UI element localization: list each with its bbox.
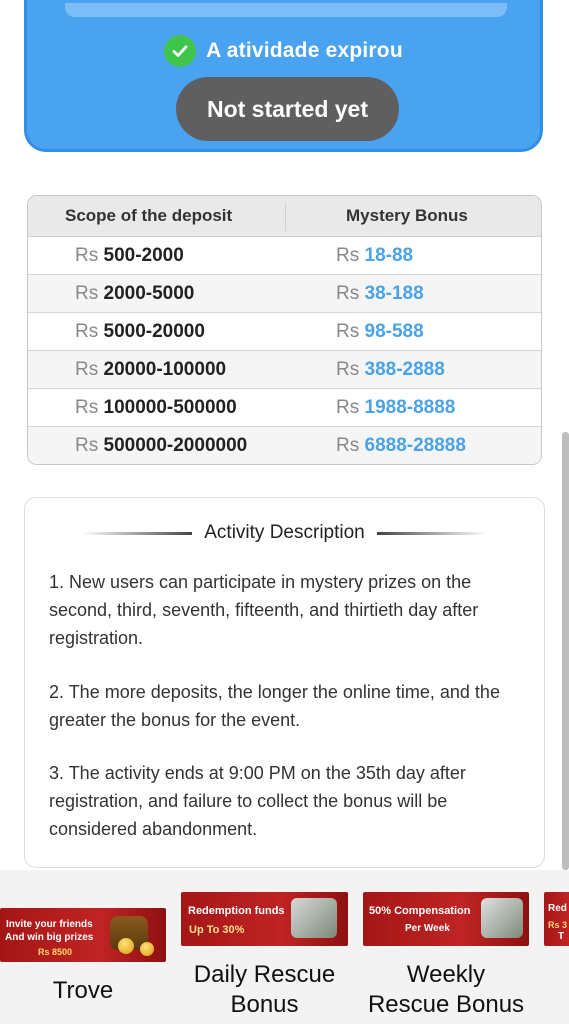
bonus-range: 6888-28888 — [364, 435, 466, 456]
currency-label: Rs — [336, 244, 360, 266]
deposit-range: 5000-20000 — [103, 320, 205, 342]
activity-description-card — [24, 497, 545, 868]
expired-text: A atividade expirou — [206, 39, 403, 62]
deposit-range: 500000-2000000 — [103, 435, 248, 456]
trove-banner[interactable] — [0, 908, 166, 962]
promo-weekly-rescue[interactable] — [363, 870, 533, 1024]
deposit-range: 500-2000 — [103, 244, 184, 266]
table-row — [28, 427, 541, 465]
currency-label: Rs — [75, 358, 99, 380]
bonus-range: 98-588 — [364, 320, 424, 342]
promo-label-trove[interactable]: Trove — [52, 977, 114, 1004]
banner-line: Invite your friends — [6, 919, 93, 930]
activity-status-card — [24, 0, 543, 152]
description-paragraph-1: 1. New users can participate in mystery prizes on the second, third, seventh, fifteenth, and thirtieth day after registration. — [49, 572, 479, 648]
currency-label: Rs — [336, 282, 360, 304]
currency-label: Rs — [336, 396, 360, 418]
banner-line: Per Week — [405, 923, 450, 934]
header-divider — [285, 203, 286, 231]
bonus-range: 388-2888 — [364, 358, 445, 380]
table-row — [28, 351, 541, 389]
promo-label-weekly-rescue[interactable]: Weekly Rescue Bonus — [367, 961, 525, 1018]
divider-line — [377, 532, 487, 535]
column-header-bonus: Mystery Bonus — [346, 206, 468, 225]
promo-trove[interactable] — [0, 870, 170, 1024]
column-header-scope: Scope of the deposit — [65, 206, 233, 225]
daily-rescue-banner[interactable] — [181, 892, 348, 946]
currency-label: Rs — [75, 244, 99, 266]
not-started-button[interactable]: Not started yet — [176, 77, 399, 141]
progress-bar — [65, 3, 507, 17]
description-paragraph-3: 3. The activity ends at 9:00 PM on the 35th day after registration, and failure to collect the bonus will be considered abandonment. — [49, 763, 466, 839]
promo-partial[interactable] — [544, 870, 569, 1024]
banner-line: Rs 3 — [548, 920, 568, 930]
currency-label: Rs — [75, 320, 99, 342]
table-row — [28, 237, 541, 275]
description-paragraph-2: 2. The more deposits, the longer the online time, and the greater the bonus for the event. — [49, 682, 500, 730]
partial-banner[interactable] — [544, 892, 569, 946]
scrollbar[interactable] — [562, 432, 569, 870]
table-row — [28, 389, 541, 427]
banner-line: And win big prizes — [5, 932, 94, 943]
currency-label: Rs — [336, 320, 360, 342]
promo-label-daily-rescue[interactable]: Daily Rescue Bonus — [193, 961, 336, 1018]
currency-label: Rs — [75, 396, 99, 418]
banner-line: Red — [548, 903, 567, 914]
promo-daily-rescue[interactable] — [181, 870, 351, 1024]
banner-line: Redemption funds — [188, 905, 285, 917]
money-stack-icon — [481, 898, 523, 938]
expired-status — [27, 35, 540, 67]
bonus-table — [27, 195, 542, 465]
table-row — [28, 313, 541, 351]
deposit-range: 20000-100000 — [103, 358, 227, 380]
table-header — [28, 196, 541, 237]
bonus-range: 1988-8888 — [364, 396, 456, 418]
table-row — [28, 275, 541, 313]
check-icon — [164, 35, 196, 67]
weekly-rescue-banner[interactable] — [363, 892, 529, 946]
banner-line: Up To 30% — [189, 924, 245, 936]
deposit-range: 100000-500000 — [103, 396, 237, 418]
coin-icon — [118, 938, 134, 954]
description-title: Activity Description — [204, 522, 365, 543]
currency-label: Rs — [75, 282, 99, 304]
description-heading — [25, 522, 544, 544]
banner-line: T — [558, 931, 565, 942]
banner-line: 50% Compensation — [369, 905, 471, 917]
promotions-strip[interactable] — [0, 870, 569, 1024]
bonus-range: 18-88 — [364, 244, 414, 266]
divider-line — [82, 532, 192, 535]
currency-label: Rs — [336, 435, 360, 456]
deposit-range: 2000-5000 — [103, 282, 195, 304]
currency-label: Rs — [336, 358, 360, 380]
banner-line: Rs 8500 — [38, 947, 73, 957]
currency-label: Rs — [75, 435, 99, 456]
money-stack-icon — [291, 898, 337, 938]
bonus-range: 38-188 — [364, 282, 424, 304]
coin-icon — [140, 942, 154, 956]
